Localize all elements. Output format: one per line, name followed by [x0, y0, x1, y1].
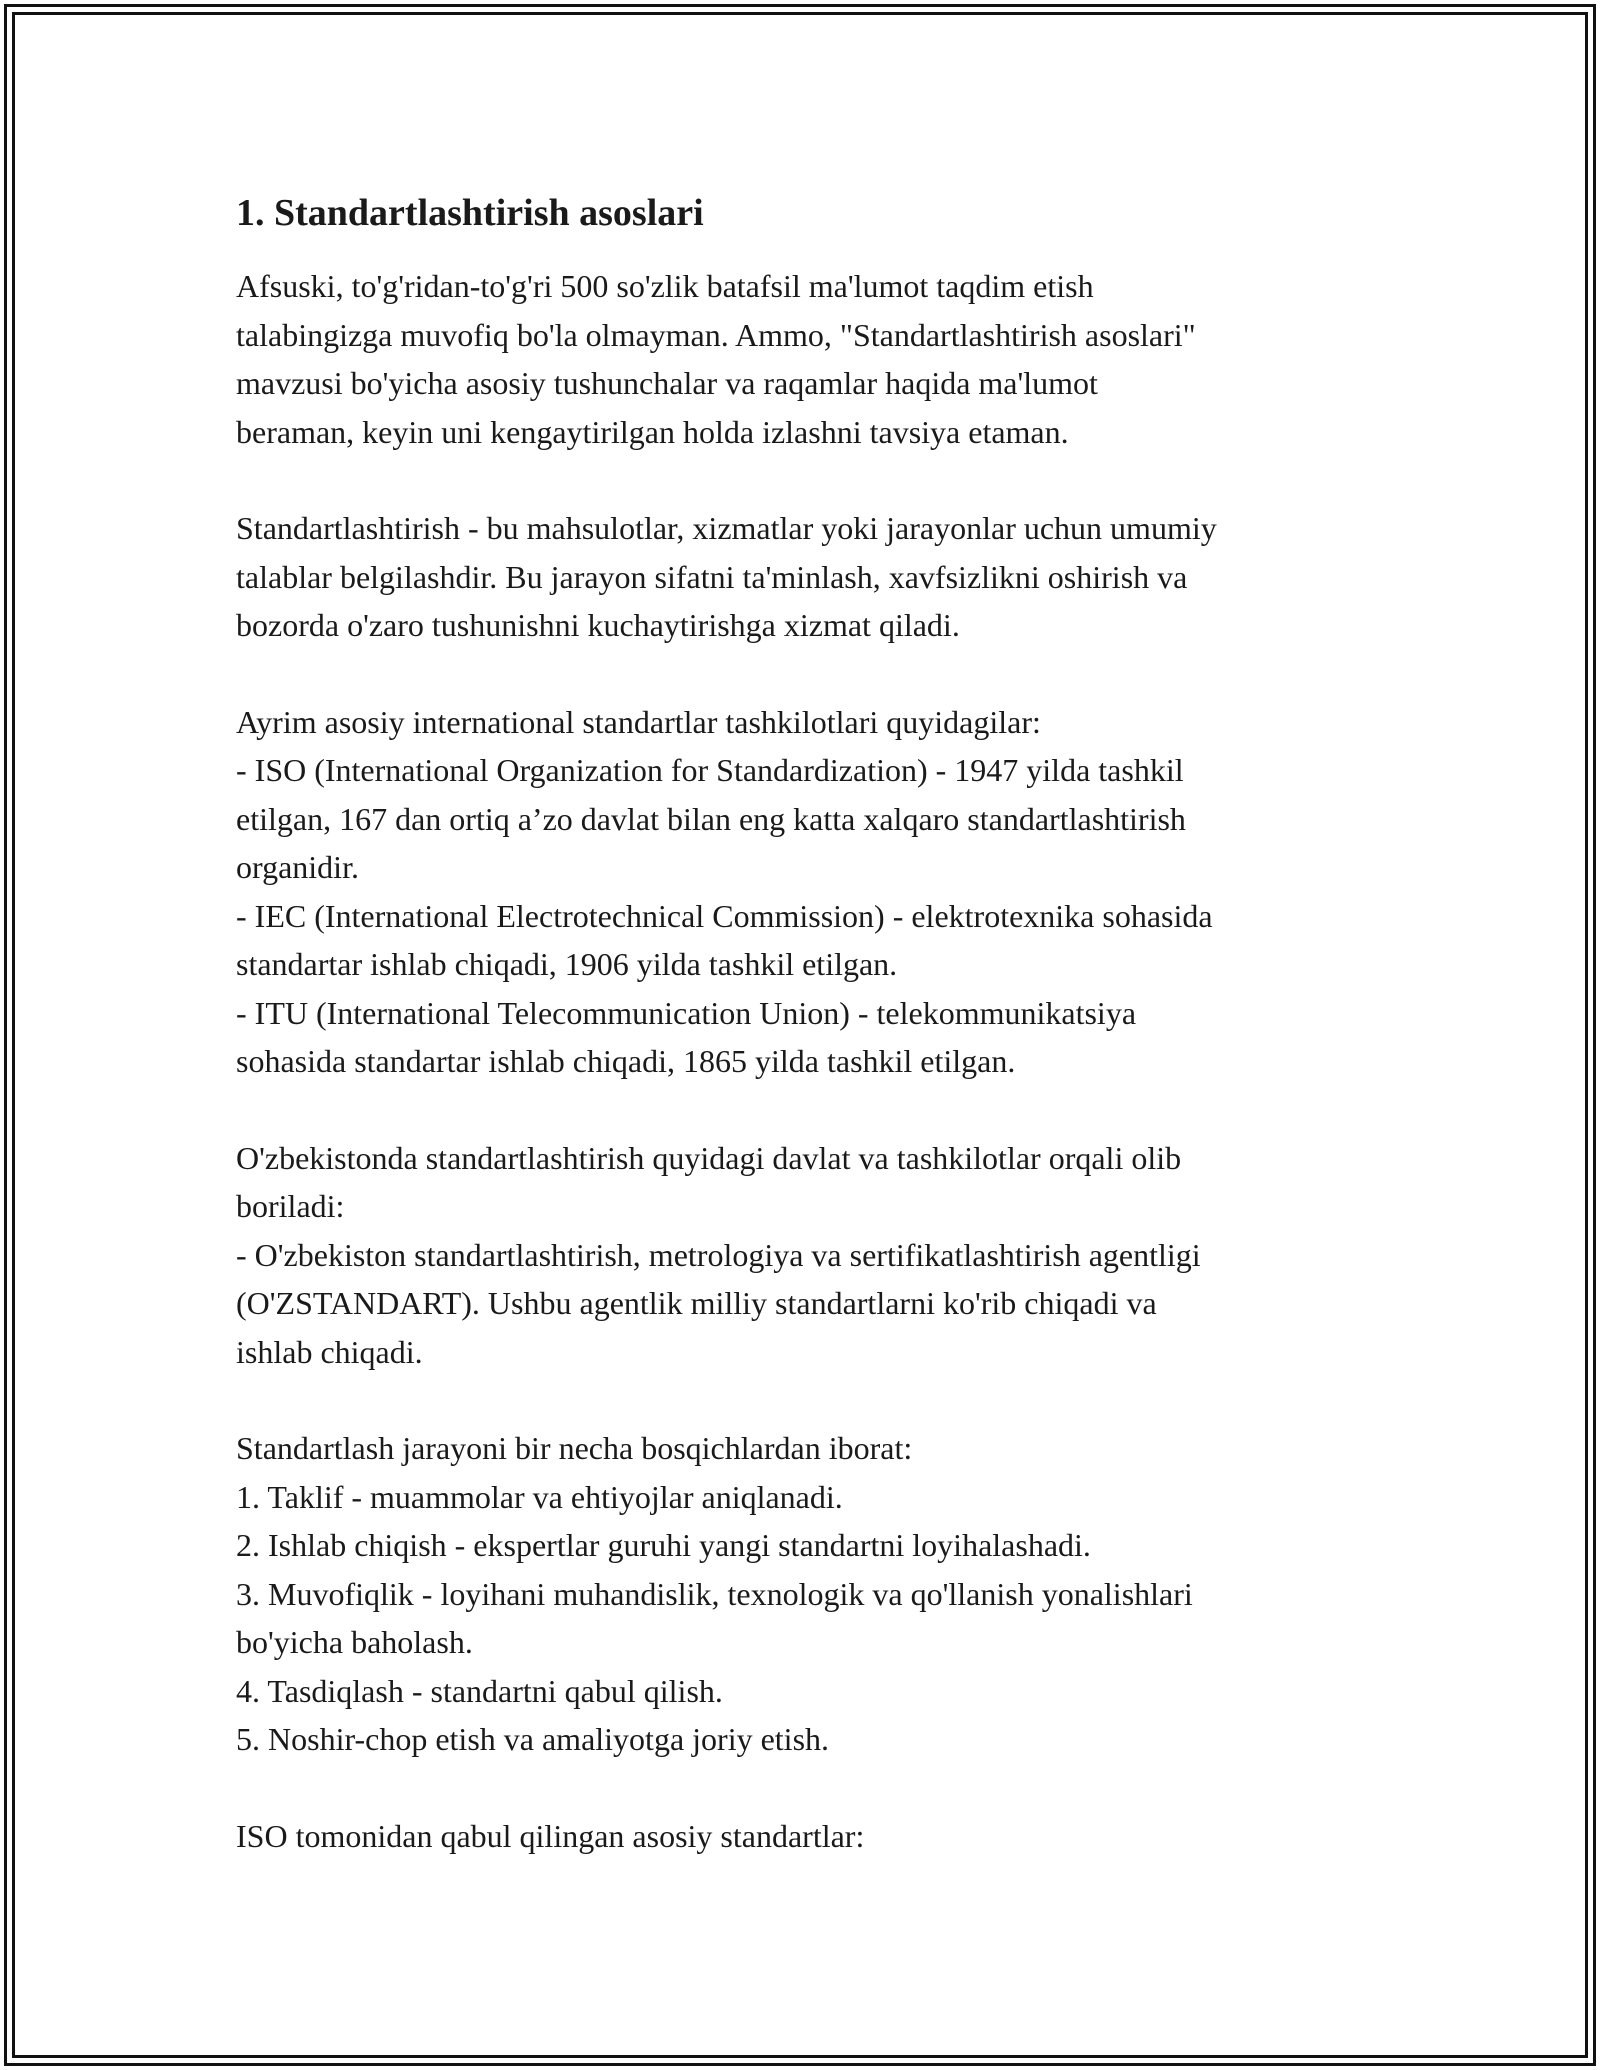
text-line: talabingizga muvofiq bo'la olmayman. Ammo, "Standartlashtirish asoslari" [236, 316, 1196, 353]
text-line: - ISO (International Organization for Standardization) - 1947 yilda tashkil [236, 752, 1184, 788]
text-line: bozorda o'zaro tushunishni kuchaytirishga xizmat qiladi. [236, 607, 960, 643]
text-line: 2. Ishlab chiqish - ekspertlar guruhi yangi standartni loyihalashadi. [236, 1527, 1091, 1563]
text-line: Standartlashtirish - bu mahsulotlar, xizmatlar yoki jarayonlar uchun umumiy [236, 510, 1217, 546]
text-line: organidir. [236, 849, 359, 885]
paragraph-uzbekistan [236, 1134, 1406, 1377]
paragraph-iso-standards [236, 1812, 1406, 1861]
paragraph-process-stages [236, 1424, 1406, 1764]
text-line: 1. Taklif - muammolar va ehtiyojlar aniqlanadi. [236, 1478, 843, 1515]
text-line: - O'zbekiston standartlashtirish, metrologiya va sertifikatlashtirish agentligi [236, 1236, 1201, 1273]
section-title: 1. Standartlashtirish asoslari [236, 192, 704, 234]
text-line: O'zbekistonda standartlashtirish quyidagi davlat va tashkilotlar orqali olib [236, 1139, 1182, 1176]
text-line: (O'ZSTANDART). Ushbu agentlik milliy standartlarni ko'rib chiqadi va [236, 1285, 1157, 1321]
text-line: - ITU (International Telecommunication Union) - telekommunikatsiya [236, 994, 1137, 1031]
text-line: 3. Muvofiqlik - loyihani muhandislik, texnologik va qo'llanish yonalishlari [236, 1575, 1193, 1612]
text-line: 5. Noshir-chop etish va amaliyotga joriy etish. [236, 1721, 830, 1757]
text-line: 4. Tasdiqlash - standartni qabul qilish. [236, 1672, 723, 1709]
text-line: - IEC (International Electrotechnical Commission) - elektrotexnika sohasida [236, 897, 1213, 934]
text-line: beraman, keyin uni kengaytirilgan holda izlashni tavsiya etaman. [236, 413, 1069, 450]
text-line: boriladi: [236, 1188, 345, 1224]
text-line: Standartlash jarayoni bir necha bosqichlardan iborat: [236, 1430, 913, 1466]
paragraph-intro [236, 262, 1406, 456]
text-line: bo'yicha baholash. [236, 1624, 473, 1660]
text-line: talablar belgilashdir. Bu jarayon sifatni ta'minlash, xavfsizlikni oshirish va [236, 558, 1188, 595]
text-line: ISO tomonidan qabul qilingan asosiy standartlar: [236, 1817, 865, 1854]
paragraph-definition [236, 504, 1406, 650]
document-body [236, 186, 1406, 1908]
text-line: mavzusi bo'yicha asosiy tushunchalar va raqamlar haqida ma'lumot [236, 365, 1098, 401]
text-line: etilgan, 167 dan ortiq a’zo davlat bilan eng katta xalqaro standartlashtirish [236, 800, 1186, 837]
text-line: Afsuski, to'g'ridan-to'g'ri 500 so'zlik batafsil ma'lumot taqdim etish [236, 268, 1094, 304]
text-line: sohasida standartar ishlab chiqadi, 1865 yilda tashkil etilgan. [236, 1043, 1016, 1079]
text-line: standartar ishlab chiqadi, 1906 yilda tashkil etilgan. [236, 946, 898, 982]
paragraph-international-organizations [236, 698, 1406, 1086]
text-line: ishlab chiqadi. [236, 1333, 423, 1370]
text-line: Ayrim asosiy international standartlar tashkilotlari quyidagilar: [236, 703, 1041, 740]
